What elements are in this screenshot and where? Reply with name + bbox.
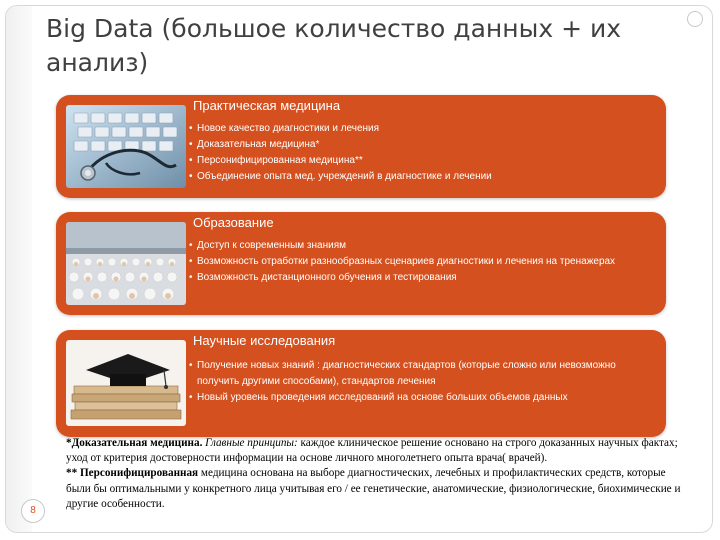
section-bullet-list bbox=[189, 358, 659, 406]
list-item: • Получение новых знаний : диагностических стандартов (которые сложно или невозможно получить другими способами), стандартов лечения bbox=[189, 358, 647, 390]
students-classroom-image bbox=[66, 222, 186, 305]
footnote-text: каждое клиническое решение основано на строго доказанных научных фактах; уход от критерия достоверности информации на основе личного многолетнего опыта врача( врачей). bbox=[66, 437, 678, 465]
footnotes bbox=[66, 436, 690, 512]
list-item: • Новый уровень проведения исследований на основе больших объемов данных bbox=[189, 390, 659, 406]
list-item: • Новое качество диагностики и лечения bbox=[189, 121, 659, 137]
section-bullet-list bbox=[189, 238, 659, 286]
section-practical-medicine bbox=[56, 95, 666, 198]
section-bullet-list bbox=[189, 121, 659, 185]
stethoscope-keyboard-image bbox=[66, 105, 186, 188]
graduation-cap-books-image bbox=[66, 340, 186, 426]
slide-title: Big Data (большое количество данных + их анализ) bbox=[46, 14, 621, 77]
footnote-principles-label: Главные принципы: bbox=[205, 437, 298, 449]
list-item: • Возможность дистанционного обучения и тестирования bbox=[189, 270, 659, 286]
list-item: • Доказательная медицина* bbox=[189, 137, 659, 153]
corner-circle-decoration bbox=[687, 11, 703, 27]
list-item: • Персонифицированная медицина** bbox=[189, 153, 659, 169]
list-item: • Объединение опыта мед. учреждений в диагностике и лечении bbox=[189, 169, 659, 185]
list-item: • Доступ к современным знаниям bbox=[189, 238, 659, 254]
footnote-personalized bbox=[66, 466, 690, 512]
footnote-term: *Доказательная медицина. bbox=[66, 437, 203, 449]
section-title: Практическая медицина bbox=[193, 98, 341, 113]
footnote-evidence-based bbox=[66, 436, 690, 466]
section-title: Научные исследования bbox=[193, 333, 336, 348]
list-item: • Возможность отработки разнообразных сценариев диагностики и лечения на тренажерах bbox=[189, 254, 659, 270]
footnote-term: ** Персонифицированная bbox=[66, 467, 199, 480]
section-title: Образование bbox=[193, 215, 274, 230]
footnote-text: медицина основана на выборе диагностических, лечебных и профилактических средств, которые были бы оптимальными у конкретного лица учитывая его / ее генетические, анатомические, физиологические, биохимические и другие особенности. bbox=[66, 467, 681, 510]
slide-left-band bbox=[6, 6, 32, 532]
page-number: 8 bbox=[21, 499, 45, 523]
section-research bbox=[56, 330, 666, 437]
section-education bbox=[56, 212, 666, 315]
